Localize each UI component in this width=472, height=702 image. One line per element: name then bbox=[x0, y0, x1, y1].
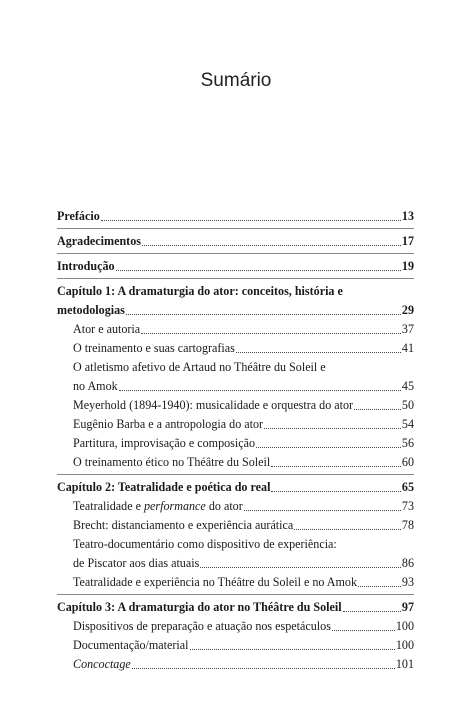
toc-entry-label: metodologias bbox=[57, 303, 125, 317]
toc-chapter-1[interactable] bbox=[57, 301, 414, 320]
toc-page-number: 19 bbox=[401, 259, 414, 273]
toc-subentry-line1[interactable]: Teatro-documentário como dispositivo de experiência: bbox=[73, 537, 337, 551]
toc-entry-label: de Piscator aos dias atuais bbox=[73, 556, 200, 570]
toc-chapter-3[interactable] bbox=[57, 598, 414, 617]
toc-entry-label: Meyerhold (1894-1940): musicalidade e orquestra do ator bbox=[73, 398, 354, 412]
toc-entry-label: Brecht: distanciamento e experiência aurática bbox=[73, 518, 294, 532]
toc-subentry[interactable] bbox=[57, 415, 414, 434]
dot-leader bbox=[141, 333, 401, 334]
toc-entry-introducao[interactable] bbox=[57, 257, 414, 276]
toc-entry-label: Documentação/material bbox=[73, 638, 189, 652]
toc-page-number: 13 bbox=[401, 209, 414, 223]
table-of-contents bbox=[57, 207, 414, 674]
toc-entry-label bbox=[73, 497, 243, 516]
toc-entry-label: Introdução bbox=[57, 259, 115, 273]
toc-subentry[interactable] bbox=[57, 396, 414, 415]
toc-page-number: 54 bbox=[401, 417, 414, 431]
toc-page-number: 93 bbox=[401, 575, 414, 589]
section-divider bbox=[57, 278, 414, 279]
dot-leader bbox=[116, 270, 401, 271]
toc-page-number: 86 bbox=[401, 556, 414, 570]
toc-entry-label: Agradecimentos bbox=[57, 234, 141, 248]
toc-page-number: 97 bbox=[401, 600, 414, 614]
dot-leader bbox=[132, 668, 395, 669]
section-divider bbox=[57, 228, 414, 229]
toc-chapter-1-title-line1[interactable]: Capítulo 1: A dramaturgia do ator: conceitos, história e bbox=[57, 284, 343, 298]
toc-page-number: 60 bbox=[401, 455, 414, 469]
toc-page-number: 56 bbox=[401, 436, 414, 450]
toc-entry-label: Dispositivos de preparação e atuação nos espetáculos bbox=[73, 619, 331, 633]
toc-entry-label: Concoctage bbox=[73, 657, 131, 671]
toc-page-number: 100 bbox=[395, 638, 414, 652]
toc-subentry[interactable] bbox=[57, 516, 414, 535]
toc-entry-label: no Amok bbox=[73, 379, 118, 393]
toc-entry-label: O treinamento e suas cartografias bbox=[73, 341, 235, 355]
toc-page-number: 73 bbox=[401, 499, 414, 513]
section-divider bbox=[57, 594, 414, 595]
dot-leader bbox=[142, 245, 401, 246]
toc-entry-label: Partitura, improvisação e composição bbox=[73, 436, 256, 450]
toc-subentry[interactable] bbox=[57, 497, 414, 516]
section-divider bbox=[57, 253, 414, 254]
toc-entry-label: Capítulo 3: A dramaturgia do ator no Théâtre du Soleil bbox=[57, 600, 342, 614]
toc-page-number: 41 bbox=[401, 341, 414, 355]
label-part: Teatralidade e bbox=[73, 499, 144, 513]
toc-entry-label: Eugênio Barba e a antropologia do ator bbox=[73, 417, 264, 431]
toc-entry-label: Capítulo 2: Teatralidade e poética do real bbox=[57, 480, 271, 494]
toc-subentry[interactable] bbox=[57, 655, 414, 674]
toc-subentry[interactable] bbox=[57, 339, 414, 358]
toc-subentry[interactable] bbox=[57, 320, 414, 339]
dot-leader bbox=[101, 220, 401, 221]
toc-entry-label: Prefácio bbox=[57, 209, 100, 223]
dot-leader bbox=[271, 466, 401, 467]
toc-subentry[interactable] bbox=[57, 434, 414, 453]
toc-entry-agradecimentos[interactable] bbox=[57, 232, 414, 251]
toc-page-number: 100 bbox=[395, 619, 414, 633]
toc-page-number: 37 bbox=[401, 322, 414, 336]
dot-leader bbox=[343, 611, 401, 612]
toc-entry-label: Ator e autoria bbox=[73, 322, 141, 336]
label-italic-part: performance bbox=[144, 499, 206, 513]
page-title: Sumário bbox=[200, 70, 272, 91]
toc-subentry[interactable] bbox=[57, 554, 414, 573]
toc-page-number: 45 bbox=[401, 379, 414, 393]
toc-page-number: 78 bbox=[401, 518, 414, 532]
dot-leader bbox=[236, 352, 401, 353]
toc-entry-label: O treinamento ético no Théâtre du Soleil bbox=[73, 455, 271, 469]
toc-subentry[interactable] bbox=[57, 453, 414, 472]
toc-subentry-line1[interactable]: O atletismo afetivo de Artaud no Théâtre du Soleil e bbox=[73, 360, 326, 374]
dot-leader bbox=[294, 529, 401, 530]
toc-page-number: 101 bbox=[395, 657, 414, 671]
dot-leader bbox=[358, 586, 401, 587]
dot-leader bbox=[271, 491, 400, 492]
dot-leader bbox=[126, 314, 401, 315]
toc-subentry[interactable] bbox=[57, 377, 414, 396]
toc-entry-label: Teatralidade e experiência no Théâtre du Soleil e no Amok bbox=[73, 575, 358, 589]
dot-leader bbox=[244, 510, 401, 511]
toc-subentry[interactable] bbox=[57, 636, 414, 655]
toc-page-number: 29 bbox=[401, 303, 414, 317]
toc-entry-prefacio[interactable] bbox=[57, 207, 414, 226]
label-part: do ator bbox=[205, 499, 243, 513]
dot-leader bbox=[354, 409, 401, 410]
toc-page-number: 17 bbox=[401, 234, 414, 248]
dot-leader bbox=[264, 428, 401, 429]
toc-page-number: 65 bbox=[401, 480, 414, 494]
toc-page-number: 50 bbox=[401, 398, 414, 412]
dot-leader bbox=[119, 390, 401, 391]
toc-subentry[interactable] bbox=[57, 617, 414, 636]
toc-chapter-2[interactable] bbox=[57, 478, 414, 497]
toc-subentry[interactable] bbox=[57, 573, 414, 592]
dot-leader bbox=[190, 649, 395, 650]
dot-leader bbox=[332, 630, 395, 631]
dot-leader bbox=[256, 447, 401, 448]
section-divider bbox=[57, 474, 414, 475]
dot-leader bbox=[200, 567, 401, 568]
